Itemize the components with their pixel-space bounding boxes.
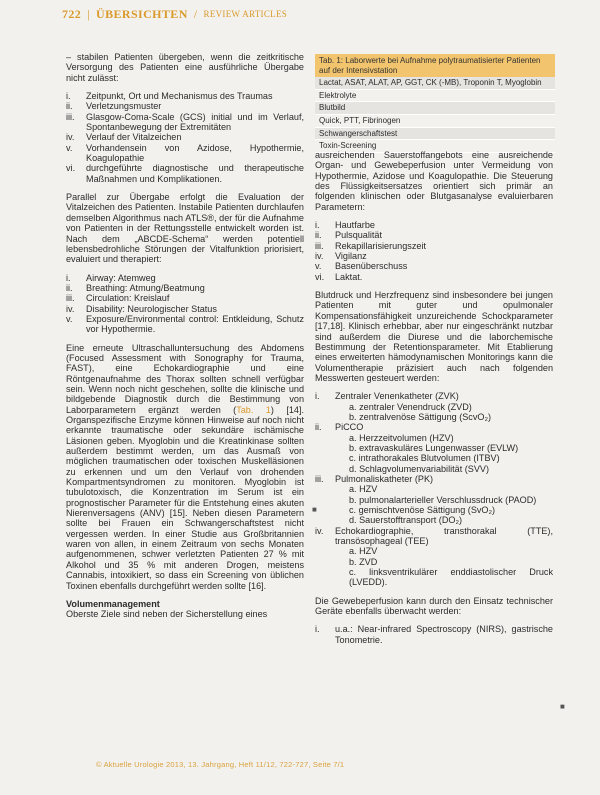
section-title: ÜBERSICHTEN — [96, 6, 188, 21]
running-header — [62, 4, 287, 24]
list-item — [315, 251, 553, 261]
list-item — [315, 220, 553, 230]
list-item — [66, 112, 304, 133]
list-item-label: Vorhandensein von Azidose, Hypothermie, Koagulopathie — [86, 142, 304, 164]
list-item-text — [86, 273, 304, 283]
sub-list-item: b. ZVD — [349, 556, 378, 567]
sub-list-item: a. Herzzeitvolumen (HZV) — [349, 432, 454, 443]
sub-list-item: a. HZV — [349, 546, 378, 557]
page-footer: © Aktuelle Urologie 2013, 13. Jahrgang, Heft 11/12, 722-727, Seite 7/1 — [96, 760, 345, 769]
lab-paragraph-part1: Eine erneute Ultraschalluntersuchung des Abdomens (Focused Assessment with Sonography for Trauma, FAST), eine Echokardiographie und eine Röntgenaufnahme des Thorax sollten schnell verfügbar sein. Wenn noch nicht geschehen, sollte die klinische und bildgebende Diagnostik durch die Bestimmung von Laborparametern ergänzt werden ( — [66, 342, 304, 415]
handover-list — [66, 91, 304, 184]
list-item-label: Rekapillarisierungszeit — [335, 240, 426, 251]
list-item-number: i. — [315, 391, 320, 402]
sub-list-item: c. intrathorakales Blutvolumen (ITBV) — [349, 453, 500, 464]
list-item-number: i. — [315, 220, 320, 231]
list-item-label: Pulmonaliskatheter (PK) — [335, 473, 434, 484]
list-item-number: v. — [66, 142, 73, 153]
lab-paragraph — [66, 343, 304, 591]
list-item-text — [335, 422, 553, 474]
list-item-number: iv. — [315, 251, 324, 262]
list-item-text — [335, 474, 553, 526]
list-item-number: iv. — [315, 525, 324, 536]
list-item — [66, 132, 304, 142]
list-item-text — [335, 261, 553, 271]
table-row: Lactat, ASAT, ALAT, AP, GGT, CK (-MB), Troponin T, Myoglobin — [315, 77, 555, 90]
list-item-label: Zentraler Venenkatheter (ZVK) — [335, 391, 459, 402]
header-slash: / — [193, 6, 198, 21]
intro-paragraph: – stabilen Patienten übergeben, wenn die zeitkritische Versorgung des Patienten eine ausführliche Übergabe nicht zulässt: — [66, 52, 304, 83]
list-item-label: Breathing: Atmung/Beatmung — [86, 282, 205, 293]
sub-list-item: c. linksventrikulärer enddiastolischer Druck (LVEDD). — [349, 567, 553, 588]
list-item-number: iii. — [315, 240, 324, 251]
list-item-label: Glasgow-Coma-Scale (GCS) initial und im Verlauf, Spontanbewegung der Extremitäten — [86, 111, 304, 133]
table-row: Blutbild — [315, 102, 555, 115]
list-item-label: Echokardiographie, transthorakal (TTE), transösophageal (TEE) — [335, 525, 553, 547]
right-column — [315, 150, 553, 653]
list-item — [315, 230, 553, 240]
list-item — [315, 624, 553, 645]
list-item-number: iii. — [66, 111, 75, 122]
list-item-number: vi. — [315, 271, 325, 282]
volume-paragraph-start: Oberste Ziele sind neben der Sicherstellung eines — [66, 609, 268, 620]
table-caption: Tab. 1: Laborwerte bei Aufnahme polytraumatisierter Patienten auf der Intensivstation — [315, 54, 555, 77]
sub-list-item: b. pulmonalarterieller Verschlussdruck (PAOD) — [349, 494, 537, 505]
sub-list-item: b. extravaskuläres Lungenwasser (EVLW) — [349, 442, 519, 453]
sub-list-item: a. zentraler Venendruck (ZVD) — [349, 401, 472, 412]
sub-list-item: b. zentralvenöse Sättigung (ScvO₂) — [349, 411, 492, 422]
sub-list-item: a. HZV — [349, 484, 378, 495]
list-item-text — [86, 91, 304, 101]
list-item-label: PiCCO — [335, 422, 364, 433]
section-heading-volume: Volumenmanagement — [66, 598, 160, 609]
list-item-label: Disability: Neurologischer Status — [86, 303, 217, 314]
sub-list-item: c. gemischtvenöse Sättigung (SvO₂) — [349, 505, 496, 515]
list-item-number: i. — [315, 624, 320, 635]
sub-list — [349, 484, 553, 525]
lab-values-table — [315, 54, 555, 153]
table-row: Elektrolyte — [315, 90, 555, 103]
list-item — [315, 474, 553, 526]
list-item-text — [86, 132, 304, 142]
list-item — [315, 391, 553, 422]
abcde-paragraph: Parallel zur Übergabe erfolgt die Evaluation der Vitalzeichen des Patienten. Instabile Patienten durchlaufen demselben Algorithmus nach ATLS®, der für die Aufnahme von Patienten in der Rettungsstelle entwickelt worden ist. Nach dem „ABCDE-Schema“ werden potentiell lebensbedrohliche Störungen der Vitalfunktion priorisiert, evaluiert und therapiert: — [66, 192, 304, 265]
list-item-number: i. — [66, 91, 71, 102]
list-item-label: Verlauf der Vitalzeichen — [86, 132, 182, 143]
sub-list-item: d. Sauerstofftransport (DO₂) — [349, 515, 463, 526]
list-item-label: Exposure/Environmental control: Entkleidung, Schutz vor Hypothermie. — [86, 313, 304, 335]
list-item-number: ii. — [66, 282, 73, 293]
list-item-text — [86, 163, 304, 184]
lab-paragraph-part2: ) [14]. Organspezifische Enzyme können Hinweise auf noch nicht erkannte traumatische oder sekundäre ischämische Läsionen geben. Myoglobin und die Kreatinkinase sollten außerdem bestimmt werden, um das Ausmaß von möglichen traumatischen oder toxischen Muskelläsionen zu erkennen und um den Verlauf von drohenden Kompartmentsyndromen zu monitoren. Myoglobin ist tubulotoxisch, die Konzentration im Serum ist ein prognostischer Parameter für die Entstehung eines akuten Nierenversagens (ANV) [15]. Neben diesen Parametern sollte bei Frauen ein Schwangerschaftstest nicht vergessen werden. In einer Studie aus Großbritannien waren von allen, in einem Zeitraum von sechs Monaten aufgenommenen, schwer verletzten Patienten 27 % mit Alkohol und 35 % mit anderen Drogen, meistens Cannabis, intoxikiert, so dass ein Screening von üblichen Toxinen ebenfalls durchgeführt werden sollte [16]. — [66, 404, 305, 591]
list-item-text — [335, 526, 553, 588]
list-item-number: iii. — [315, 473, 324, 484]
list-item-number: ii. — [315, 422, 322, 433]
list-item-text — [335, 230, 553, 240]
technical-devices-list — [315, 624, 553, 645]
list-item — [315, 422, 553, 474]
table-row: Schwangerschaftstest — [315, 128, 555, 141]
list-item-text — [335, 251, 553, 261]
list-item-text — [86, 314, 304, 335]
list-item-number: ii. — [66, 101, 73, 112]
list-item-label: Hautfarbe — [335, 220, 375, 231]
perfusion-paragraph: ausreichenden Sauerstoffangebots eine ausreichende Organ- und Gewebeperfusion unter Vermeidung von Hypothermie, Azidose und Koagulopathie. Die Steuerung des Flüssigkeitsersatzes orientiert sich primär an folgenden klinischen oder Blutgasanalyse evaluierbaren Parametern: — [315, 150, 553, 212]
list-item-label: Vigilanz — [335, 251, 367, 262]
list-item-number: iii. — [66, 293, 75, 304]
list-item-number: v. — [66, 313, 73, 324]
sub-list — [349, 433, 553, 474]
page-number: 722 — [62, 6, 82, 21]
list-item — [66, 273, 304, 283]
table-row: Quick, PTT, Fibrinogen — [315, 115, 555, 128]
list-item-text — [335, 220, 553, 230]
abcde-list — [66, 273, 304, 335]
list-item — [315, 261, 553, 271]
list-item-text — [86, 112, 304, 133]
list-item-text — [335, 272, 553, 282]
list-item-label: Verletzungsmuster — [86, 101, 162, 112]
list-item — [315, 241, 553, 251]
list-item — [66, 101, 304, 111]
left-column — [66, 52, 304, 628]
margin-marker-icon: ■ — [560, 702, 565, 711]
list-item-text — [335, 391, 553, 422]
list-item-text — [86, 101, 304, 111]
sub-list — [349, 546, 553, 587]
list-item-label: Pulsqualität — [335, 230, 383, 241]
list-item-number: vi. — [66, 163, 76, 174]
list-item-label: Zeitpunkt, Ort und Mechanismus des Traumas — [86, 91, 273, 102]
list-item — [66, 163, 304, 184]
tissue-perfusion-paragraph: Die Gewebeperfusion kann durch den Einsatz technischer Geräte ebenfalls überwacht werden: — [315, 595, 553, 617]
list-item-text — [86, 143, 304, 164]
list-item — [66, 293, 304, 303]
table-reference-link[interactable]: Tab. 1 — [236, 404, 271, 415]
margin-marker-icon: ■ — [312, 505, 317, 514]
list-item-number: ii. — [315, 230, 322, 241]
header-separator: | — [87, 6, 91, 21]
sub-list — [349, 402, 553, 423]
list-item-text — [335, 624, 553, 645]
list-item-label: u.a.: Near-infrared Spectroscopy (NIRS), gastrische Tonometrie. — [335, 624, 553, 645]
list-item-text — [86, 304, 304, 314]
list-item-text — [86, 293, 304, 303]
list-item — [66, 304, 304, 314]
list-item-label: Laktat. — [335, 271, 363, 282]
list-item-number: i. — [66, 272, 71, 283]
list-item — [66, 314, 304, 335]
list-item — [315, 272, 553, 282]
list-item-label: Circulation: Kreislauf — [86, 293, 170, 304]
list-item-number: iv. — [66, 303, 75, 314]
subsection-title: REVIEW ARTICLES — [203, 9, 288, 19]
monitoring-paragraph: Blutdruck und Herzfrequenz sind insbesondere bei jungen Patienten mit guter und opulmonaler Kompensationsfähigkeit unzureichende Schockparameter [17,18]. Klinisch erhebbar, aber nur eingeschränkt nutzbar sind außerdem die Diurese und die laborchemische Bestimmung der Retentionsparameter. Mit Etablierung eines erweiterten hämodynamischen Monitorings kann die Volumentherapie präzisiert auch nach folgenden Messwerten gesteuert werden: — [315, 290, 553, 383]
monitoring-list — [315, 391, 553, 588]
list-item-text — [86, 283, 304, 293]
list-item — [66, 91, 304, 101]
list-item-label: Basenüberschuss — [335, 261, 408, 272]
list-item-number: iv. — [66, 132, 75, 143]
list-item — [315, 526, 553, 588]
list-item-number: v. — [315, 261, 322, 272]
list-item — [66, 143, 304, 164]
sub-list-item: d. Schlagvolumenvariabilität (SVV) — [349, 463, 490, 474]
list-item-label: Airway: Atemweg — [86, 272, 156, 283]
list-item-text — [335, 241, 553, 251]
clinical-parameters-list — [315, 220, 553, 282]
table-row: Toxin-Screening — [315, 140, 555, 153]
table-body — [315, 77, 555, 153]
list-item — [66, 283, 304, 293]
list-item-label: durchgeführte diagnostische und therapeutische Maßnahmen und Komplikationen. — [86, 163, 304, 184]
